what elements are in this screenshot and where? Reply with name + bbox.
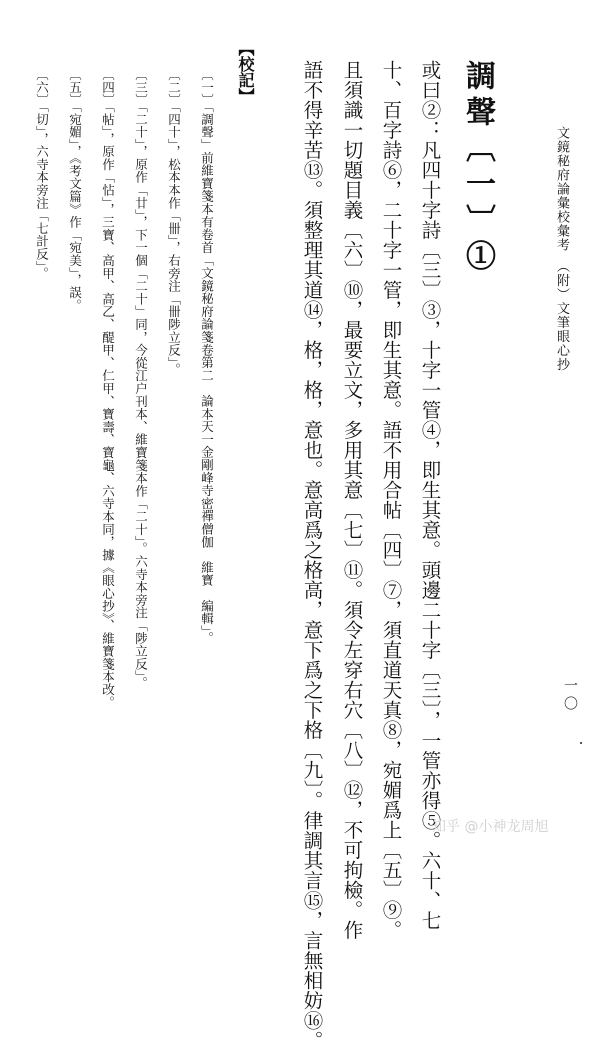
note-line-2: 〔二〕「四十」，松本本作「卌」，右旁注「卌陟立反」。: [166, 68, 182, 376]
page-dot: [580, 742, 582, 744]
note-line-1: 〔一〕「調聲」前維寶箋本有卷首「文鏡秘府論箋卷第二 論本天一金剛峰寺密禪僧伽 維寶 編輯」。: [199, 68, 215, 645]
note-line-5: 〔五〕「宛媚」，《考文篇》作「宛美」，誤。: [67, 68, 83, 312]
note-line-3: 〔三〕「二十」，原作「廿」，下一個「二十」同，今從江户刊本、維寶箋本作「二十」。六寺本旁注「陟立反」。: [133, 68, 149, 690]
section-title: 【校記】: [236, 40, 255, 104]
body-line-2: 十、百字詩⑥，二十字一管，即生其意。語不用合帖〔四〕⑦，須直道天真⑧，宛媚爲上〔五〕⑨。: [379, 60, 403, 940]
body-line-4: 語不得辛苦⑬。須整理其道⑭，格，格，意也。意高爲之格高，意下爲之下格〔九〕。律調其言⑮，言無相妨⑯。: [300, 60, 324, 1050]
watermark: 知乎 @小神龙周旭: [432, 819, 549, 835]
running-header: 文鏡秘府論彙校彙考 （附）文筆眼心抄: [554, 126, 569, 372]
note-line-6: 〔六〕「切」，六寺本旁注「七計反」。: [34, 68, 50, 280]
page-number: 一〇: [562, 678, 578, 714]
page-title: 調聲〔一〕①: [460, 60, 495, 276]
note-line-4: 〔四〕「帖」，原作「怗」，三寶、高甲、高乙、醍甲、仁甲、寶壽、寶龜、六寺本同，據《眼心抄》、維寶箋本改。: [100, 68, 116, 709]
body-line-1: 或曰②：凡四十字詩〔三〕③，十字一管④，即生其意。頭邊二十字〔三〕，一管亦得⑤。六十、七: [418, 60, 442, 931]
body-line-3: 且須識一切題目義〔六〕⑩，最要立文，多用其意〔七〕⑪。須令左穿右穴〔八〕⑫，不可拘檢。作: [340, 60, 364, 940]
